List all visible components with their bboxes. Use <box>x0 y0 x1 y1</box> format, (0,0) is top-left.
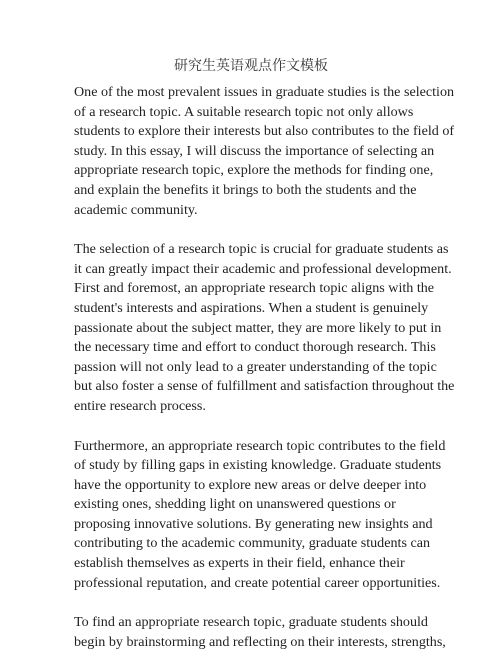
paragraph-3 <box>74 437 446 594</box>
paragraph-line: professional reputation, and create potential career opportunities. <box>74 574 441 591</box>
paragraph-line: First and foremost, an appropriate research topic aligns with the <box>74 280 435 297</box>
paragraph-2 <box>74 240 455 416</box>
paragraph-line: study. In this essay, I will discuss the importance of selecting an <box>74 142 435 159</box>
paragraph-line: passionate about the subject matter, they are more likely to put in <box>74 319 442 336</box>
paragraph-line: proposing innovative solutions. By generating new insights and <box>74 515 433 532</box>
paragraph-line: Furthermore, an appropriate research topic contributes to the field <box>74 437 446 454</box>
paragraph-line: of study by filling gaps in existing knowledge. Graduate students <box>74 457 442 474</box>
paragraph-line: of a research topic. A suitable research topic not only allows <box>74 103 414 120</box>
paragraph-line: One of the most prevalent issues in graduate studies is the selection <box>74 84 455 100</box>
document-body <box>74 83 455 672</box>
paragraph-line: it can greatly impact their academic and professional development. <box>74 260 452 277</box>
paragraph-4 <box>74 613 446 652</box>
paragraph-line: entire research process. <box>74 397 206 414</box>
paragraph-1 <box>74 83 455 220</box>
paragraph-line: To find an appropriate research topic, graduate students should <box>74 614 428 631</box>
paragraph-line: The selection of a research topic is crucial for graduate students as <box>74 241 449 258</box>
paragraph-line: and explain the benefits it brings to both the students and the <box>74 181 417 198</box>
paragraph-line: existing ones, shedding light on unanswered questions or <box>74 496 396 513</box>
paragraph-line: student's interests and aspirations. When a student is genuinely <box>74 299 429 316</box>
document-title: 研究生英语观点作文模板 <box>174 59 328 74</box>
paragraph-line: students to explore their interests but also contributes to the field of <box>74 123 455 140</box>
paragraph-line: begin by brainstorming and reflecting on their interests, strengths, <box>74 633 446 650</box>
paragraph-line: establish themselves as experts in their field, enhance their <box>74 555 405 572</box>
paragraph-line: have the opportunity to explore new areas or delve deeper into <box>74 476 427 493</box>
paragraph-line: appropriate research topic, explore the methods for finding one, <box>74 162 434 179</box>
paragraph-line: contributing to the academic community, graduate students can <box>74 535 431 552</box>
paragraph-line: the necessary time and effort to conduct thorough research. This <box>74 339 436 356</box>
paragraph-line: passion will not only lead to a greater understanding of the topic <box>74 358 437 375</box>
paragraph-line: but also foster a sense of fulfillment and satisfaction throughout the <box>74 378 455 395</box>
paragraph-line: academic community. <box>74 201 198 218</box>
